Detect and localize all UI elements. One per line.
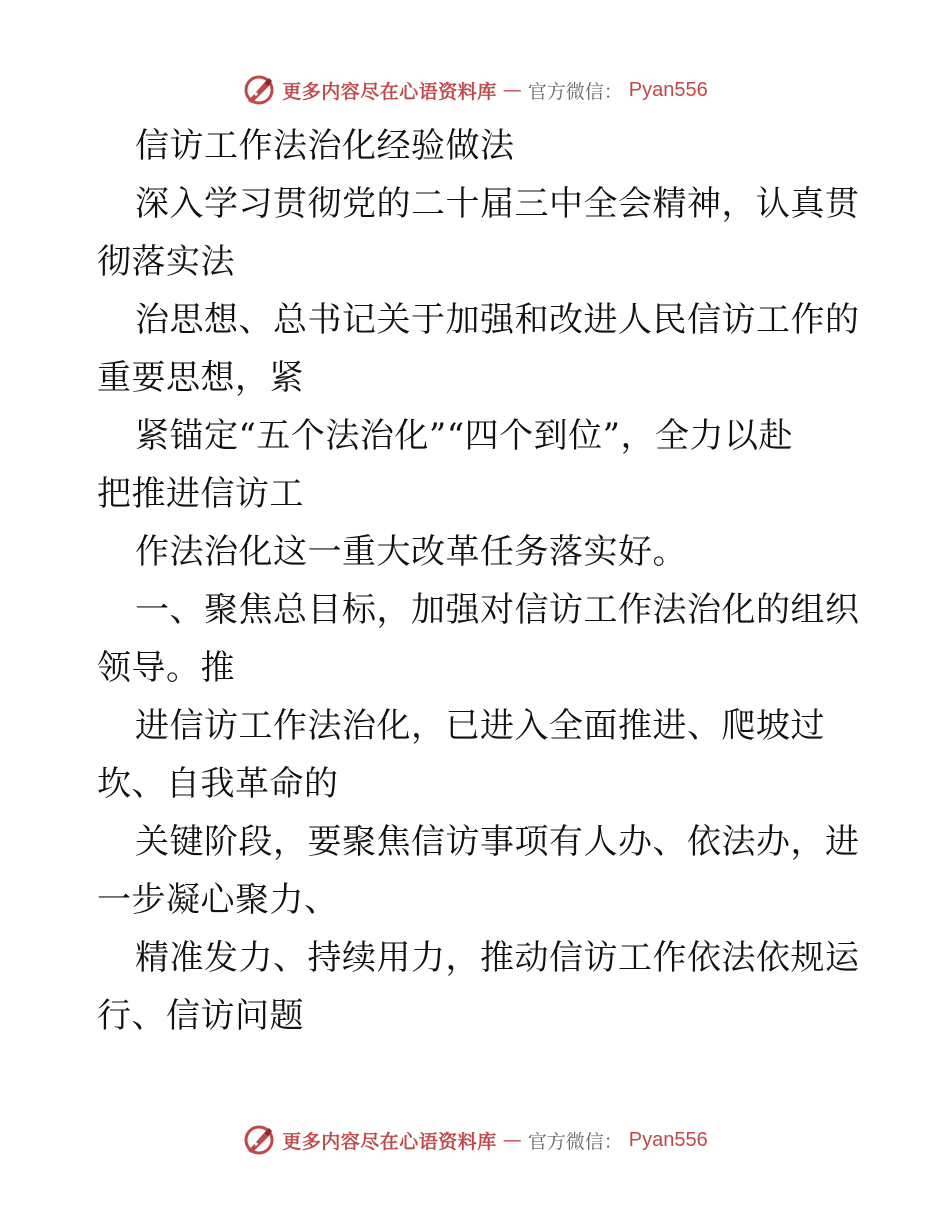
document-title: 信访工作法治化经验做法 — [135, 126, 515, 166]
banner-separator: — — [502, 1129, 522, 1151]
banner-wechat-id: Pyan556 — [628, 1128, 708, 1151]
banner-slogan: 更多内容尽在心语资料库 — [282, 1130, 497, 1153]
text-line: 治思想、总书记关于加强和改进人民信访工作的 — [135, 300, 860, 340]
text-line: 坎、自我革命的 — [97, 764, 339, 804]
footer-banner — [0, 1120, 950, 1160]
banner-wechat-id: Pyan556 — [628, 78, 708, 101]
text-line: 关键阶段，要聚焦信访事项有人办、依法办，进 — [135, 822, 860, 862]
text-line: 行、信访问题 — [97, 996, 304, 1036]
text-line: 彻落实法 — [97, 242, 235, 282]
text-line: 紧锚定“五个法治化”“四个到位”，全力以赴 — [135, 416, 794, 456]
banner-wechat-label: 官方微信： — [527, 80, 623, 103]
banner-wechat-label: 官方微信： — [527, 1130, 623, 1153]
text-line: 一步凝心聚力、 — [97, 880, 339, 920]
banner-separator: — — [502, 79, 522, 101]
text-line: 深入学习贯彻党的二十届三中全会精神，认真贯 — [135, 184, 860, 224]
banner-slogan: 更多内容尽在心语资料库 — [282, 80, 497, 103]
pen-nib-logo-icon — [242, 73, 276, 107]
text-line: 领导。推 — [97, 648, 235, 688]
text-line: 把推进信访工 — [97, 474, 304, 514]
pen-nib-logo-icon — [242, 1123, 276, 1157]
text-line: 精准发力、持续用力，推动信访工作依法依规运 — [135, 938, 860, 978]
text-line: 重要思想，紧 — [97, 358, 304, 398]
text-line: 一、聚焦总目标，加强对信访工作法治化的组织 — [135, 590, 860, 630]
text-lines — [97, 117, 860, 1045]
header-banner — [0, 70, 950, 110]
document-body — [97, 117, 860, 1045]
text-line: 作法治化这一重大改革任务落实好。 — [135, 532, 687, 572]
text-line: 进信访工作法治化，已进入全面推进、爬坡过 — [135, 706, 825, 746]
